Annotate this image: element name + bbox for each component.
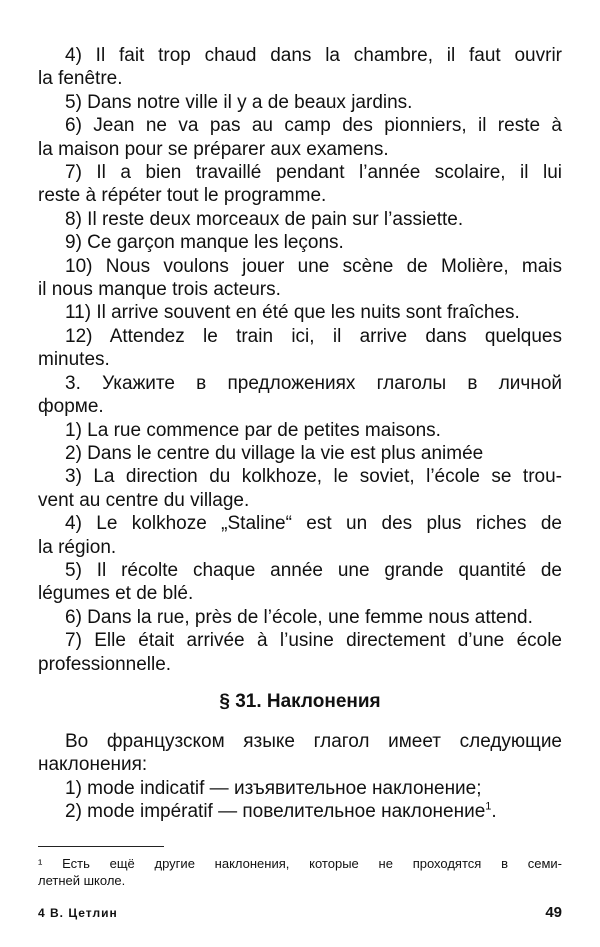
text-line: 11) Il arrive souvent en été que les nuits sont fraîches. — [65, 302, 520, 324]
text-line: 4) Le kolkhoze „Staline“ est un des plus riches de — [65, 513, 562, 535]
exercise-item — [38, 114, 562, 161]
text-line: 6) Dans la rue, près de l’école, une femme nous attend. — [65, 606, 533, 628]
exercise-item — [38, 606, 562, 629]
section-intro — [38, 730, 562, 777]
text-line: Во французском языке глагол имеет следующие — [65, 730, 562, 752]
page-body — [38, 44, 562, 824]
text-line: 12) Attendez le train ici, il arrive dans quelques — [65, 325, 562, 347]
text-line: la maison pour se préparer aux examens. — [38, 138, 389, 160]
exercise-item — [38, 419, 562, 442]
mood-list — [38, 777, 562, 824]
exercise-2-list — [38, 44, 562, 372]
exercise-item — [38, 231, 562, 254]
text-line: 5) Il récolte chaque année une grande quantité de — [65, 559, 562, 581]
text-line: 3. Укажите в предложениях глаголы в личной — [65, 372, 562, 394]
text-line: 2) Dans le centre du village la vie est plus animée — [65, 442, 484, 464]
footnote-line: ¹ Есть ещё другие наклонения, которые не проходятся в семи- — [38, 856, 562, 871]
text-line: reste à répéter tout le programme. — [38, 185, 327, 207]
text-line: la région. — [38, 536, 117, 558]
text-line: vent au centre du village. — [38, 489, 250, 511]
mood-text: 2) mode impératif — повелительное наклонение — [65, 801, 486, 823]
exercise-item — [38, 325, 562, 372]
section-title: § 31. Наклонения — [219, 690, 381, 712]
mood-text: 1) mode indicatif — изъявительное наклонение; — [65, 777, 482, 799]
footnote-divider — [38, 846, 164, 847]
exercise-item — [38, 512, 562, 559]
exercise-item — [38, 629, 562, 676]
exercise-item — [38, 559, 562, 606]
exercise-instruction — [38, 372, 562, 419]
text-line: 1) La rue commence par de petites maisons. — [65, 419, 441, 441]
text-line: il nous manque trois acteurs. — [38, 279, 281, 301]
footnote-line: летней школе. — [38, 872, 126, 888]
page-footer — [38, 904, 562, 924]
exercise-item — [38, 465, 562, 512]
footnote — [38, 856, 562, 889]
text-line: la fenêtre. — [38, 68, 123, 90]
exercise-item — [38, 161, 562, 208]
text-line: 9) Ce garçon manque les leçons. — [65, 232, 344, 254]
text-line: professionnelle. — [38, 653, 172, 675]
printer-signature: 4 В. Цетлин — [38, 906, 118, 920]
mood-item — [38, 800, 562, 823]
exercise-item — [38, 255, 562, 302]
text-line: légumes et de blé. — [38, 583, 194, 605]
mood-period: . — [491, 801, 497, 823]
text-line: 6) Jean ne va pas au camp des pionniers, il reste à — [65, 115, 562, 137]
mood-item — [38, 777, 562, 800]
text-line: minutes. — [38, 349, 110, 371]
text-line: 10) Nous voulons jouer une scène de Molière, mais — [65, 255, 562, 277]
text-line: 5) Dans notre ville il y a de beaux jardins. — [65, 91, 413, 113]
text-line: форме. — [38, 396, 104, 418]
exercise-item — [38, 442, 562, 465]
exercise-item — [38, 44, 562, 91]
text-line: наклонения: — [38, 754, 148, 776]
exercise-item — [38, 208, 562, 231]
text-line: 3) La direction du kolkhoze, le soviet, l’école se trou- — [65, 466, 562, 488]
footnote-marker: 1 — [485, 800, 492, 813]
text-line: 7) Elle était arrivée à l’usine directement d’une école — [65, 630, 562, 652]
exercise-item — [38, 301, 562, 324]
text-line: 7) Il a bien travaillé pendant l’année scolaire, il lui — [65, 162, 562, 184]
text-line: 8) Il reste deux morceaux de pain sur l’assiette. — [65, 208, 464, 230]
text-line: 4) Il fait trop chaud dans la chambre, il faut ouvrir — [65, 45, 562, 66]
exercise-item — [38, 91, 562, 114]
page-number: 49 — [545, 904, 562, 921]
exercise-3 — [38, 372, 562, 676]
